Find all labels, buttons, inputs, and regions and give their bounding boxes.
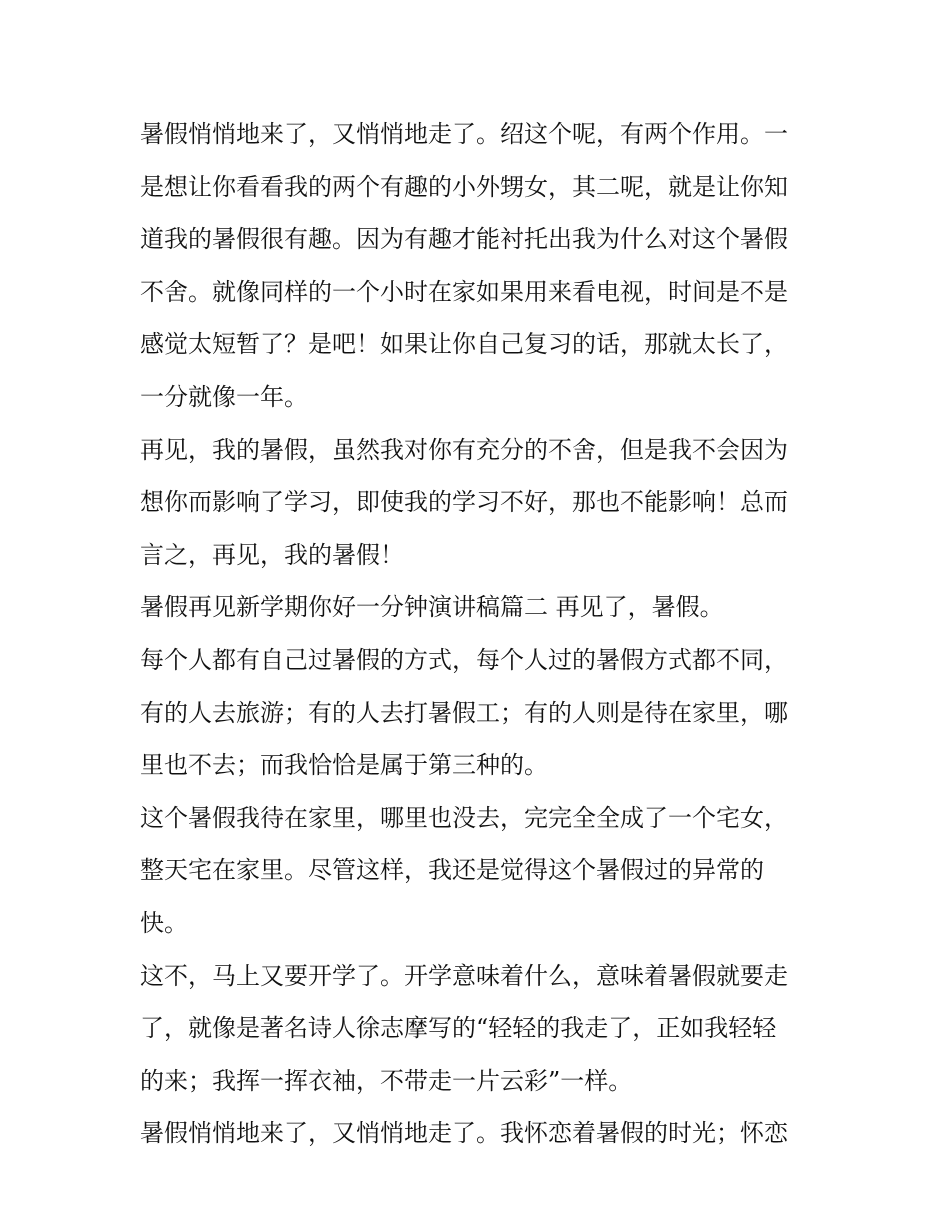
text-line: 了，就像是著名诗人徐志摩写的“轻轻的我走了，正如我轻轻 [140,1014,777,1043]
text-line: 一分就像一年。 [140,382,308,411]
text-line: 道我的暑假很有趣。因为有趣才能衬托出我为什么对这个暑假 [140,225,788,254]
text-line: 的来；我挥一挥衣袖，不带走一片云彩”一样。 [140,1066,633,1095]
text-line: 这个暑假我待在家里，哪里也没去，完完全全成了一个宅女， [140,803,788,832]
text-line: 暑假再见新学期你好一分钟演讲稿篇二 再见了，暑假。 [140,593,724,622]
text-line: 里也不去；而我恰恰是属于第三种的。 [140,751,548,780]
text-line: 快。 [140,908,188,937]
text-line: 暑假悄悄地来了，又悄悄地走了。我怀恋着暑假的时光；怀恋 [140,1119,788,1148]
text-line: 有的人去旅游；有的人去打暑假工；有的人则是待在家里，哪 [140,698,788,727]
text-line: 每个人都有自己过暑假的方式，每个人过的暑假方式都不同， [140,645,788,674]
text-line: 感觉太短暂了？是吧！如果让你自己复习的话，那就太长了， [140,330,788,359]
text-line: 再见，我的暑假，虽然我对你有充分的不舍，但是我不会因为 [140,435,788,464]
text-line: 整天宅在家里。尽管这样，我还是觉得这个暑假过的异常的 [140,856,764,885]
text-line: 想你而影响了学习，即使我的学习不好，那也不能影响！总而 [140,488,788,517]
text-line: 这不，马上又要开学了。开学意味着什么，意味着暑假就要走 [140,961,788,990]
text-line: 暑假悄悄地来了，又悄悄地走了。绍这个呢，有两个作用。一 [140,120,788,148]
text-line: 不舍。就像同样的一个小时在家如果用来看电视，时间是不是 [140,277,788,306]
text-line: 是想让你看看我的两个有趣的小外甥女，其二呢，就是让你知 [140,172,788,201]
text-line: 言之，再见，我的暑假！ [140,540,404,569]
document-body [140,108,830,1160]
